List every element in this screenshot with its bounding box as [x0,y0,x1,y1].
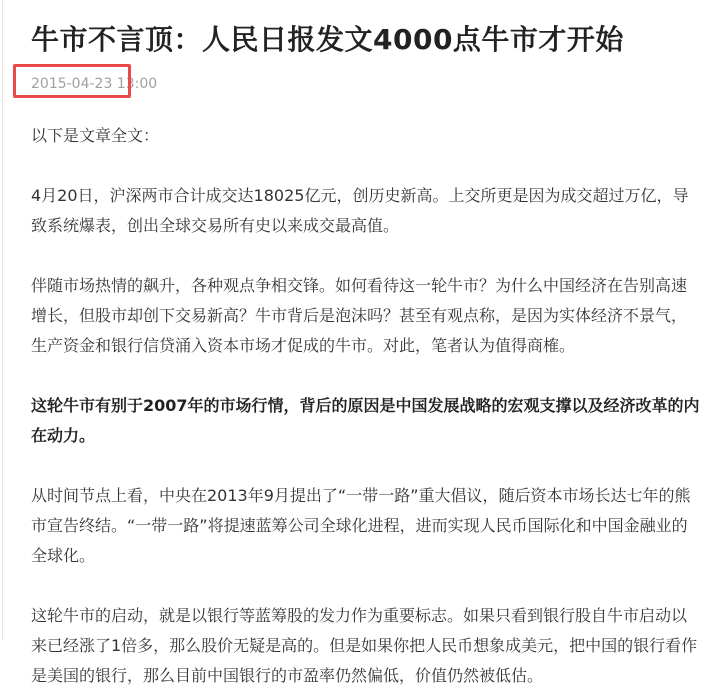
publish-date-text: 2015-04-23 13:00 [31,76,158,92]
article-body [31,121,701,697]
paragraph-intro: 以下是文章全文： [31,126,160,145]
paragraph-record-volume: 4月20日，沪深两市合计成交达18025亿元，创历史新高。上交所更是因为成交超过万亿，导致系统爆表，创出全球交易所有史以来成交最高值。 [31,186,689,235]
page-left-border [2,0,3,640]
date-highlight-box [13,64,131,98]
paragraph-bank-stocks: 这轮牛市的启动，就是以银行等蓝筹股的发力作为重要标志。如果只看到银行股自牛市启动以来已经涨了1倍多，那么股价无疑是高的。但是如果你把人民币想象成美元，把中国的银行看作是美国的银行，那么目前中国银行的市盈率仍然偏低，价值仍然被低估。 [31,606,698,685]
paragraph-belt-and-road: 从时间节点上看，中央在2013年9月提出了“一带一路”重大倡议，随后资本市场长达七年的熊市宣告终结。“一带一路”将提速蓝筹公司全球化进程，进而实现人民币国际化和中国金融业的全球化。 [31,486,691,565]
paragraph-key-point: 这轮牛市有别于2007年的市场行情，背后的原因是中国发展战略的宏观支撑以及经济改革的内在动力。 [31,396,700,445]
article-title: 牛市不言顶：人民日报发文4000点牛市才开始 [31,23,624,56]
publish-date [31,74,157,94]
paragraph-market-debate: 伴随市场热情的飙升，各种观点争相交锋。如何看待这一轮牛市？为什么中国经济在告别高速增长，但股市却创下交易新高？牛市背后是泡沫吗？甚至有观点称，是因为实体经济不景气，生产资金和银行信贷涌入资本市场才促成的牛市。对此，笔者认为值得商榷。 [31,276,688,355]
